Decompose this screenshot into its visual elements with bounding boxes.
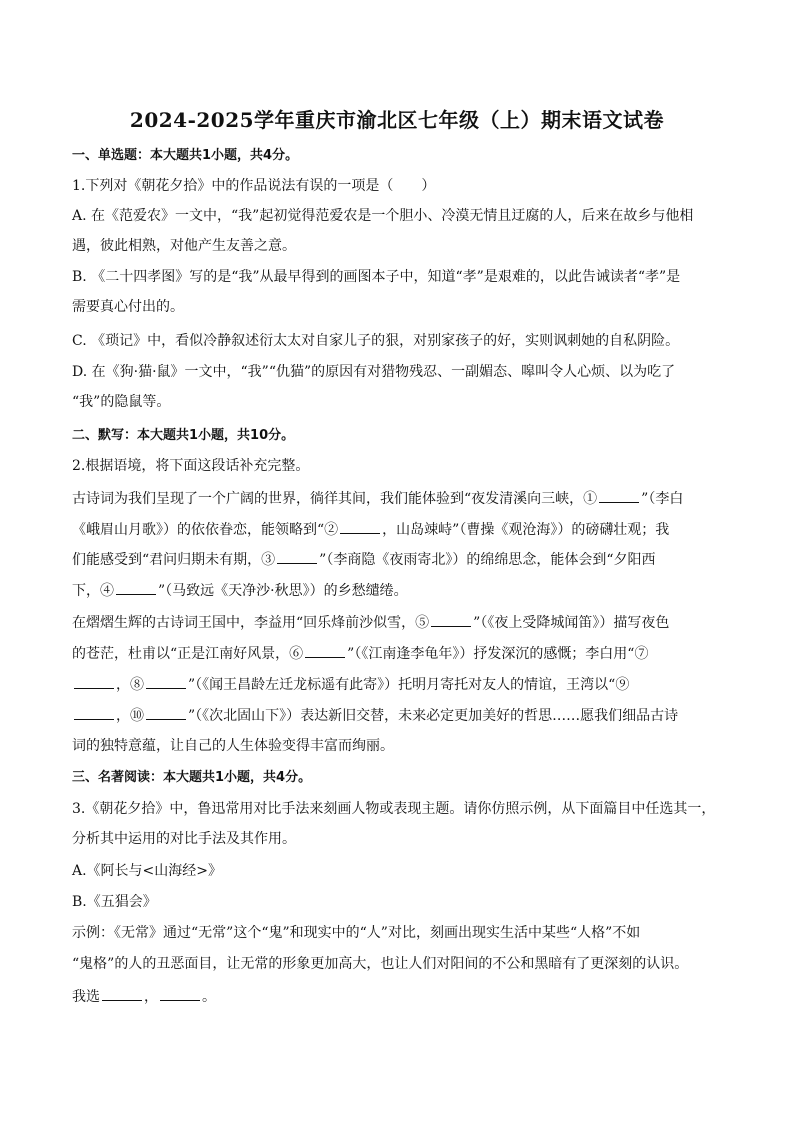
q1-option-a: A. 在《范爱农》一文中，“我”起初觉得范爱农是一个胆小、冷漠无情且迂腐的人，后来在故乡与他相 [72,208,694,224]
q2-para1-line2: 《峨眉山月歌》）的依依眷恋，能领略到“② ，山岛竦峙”（曹操《观沧海》）的磅礴壮观；我 [72,519,669,540]
q1-option-d-cont: “我”的隐鼠等。 [72,394,171,410]
answer-blank-7[interactable] [74,674,114,689]
q2-para1-line3: 们能感受到“君问归期未有期，③ ”（李商隐《夜雨寄北》）的绵绵思念，能体会到“夕阳西 [72,549,656,570]
q1-stem: 1.下列对《朝花夕拾》中的作品说法有误的一项是（ ） [72,178,436,194]
section-heading-1: 一、单选题：本大题共1小题，共4分。 [72,148,299,163]
answer-blank-3[interactable] [277,549,317,564]
q3-stem-cont: 分析其中运用的对比手法及其作用。 [72,831,296,847]
q3-answer-line: 我选 ， 。 [72,986,216,1007]
section-heading-2: 二、默写：本大题共1小题，共10分。 [72,428,295,443]
q2-para1-line4: 下，④ ”（马致远《天净沙·秋思》）的乡愁缱绻。 [72,580,408,601]
q3-option-a: A.《阿长与<山海经>》 [72,863,223,879]
q1-option-b-cont: 需要真心付出的。 [72,299,184,315]
q2-para2-line1: 在熠熠生辉的古诗词王国中，李益用“回乐烽前沙似雪，⑤ ”（《夜上受降城闻笛》）描写夜色 [72,612,669,633]
answer-blank-1[interactable] [599,488,639,503]
q2-para1-line1: 古诗词为我们呈现了一个广阔的世界，徜徉其间，我们能体验到“夜发清溪向三峡，① ”（李白 [72,488,683,509]
q3-option-b: B.《五猖会》 [72,894,157,910]
section-heading-3: 三、名著阅读：本大题共1小题，共4分。 [72,770,312,785]
answer-blank-6[interactable] [305,643,345,658]
q2-para2-line3: ，⑧ ”（《闻王昌龄左迁龙标遥有此寄》）托明月寄托对友人的情谊，王湾以“⑨ [72,674,629,695]
q3-stem: 3.《朝花夕拾》中，鲁迅常用对比手法来刻画人物或表现主题。请你仿照示例，从下面篇目中任选其一， [72,801,716,817]
answer-blank-9[interactable] [74,705,114,720]
q1-option-b: B. 《二十四孝图》写的是“我”从最早得到的画图本子中，知道“孝”是艰难的，以此告诫读者“孝”是 [72,269,681,285]
answer-blank-5[interactable] [431,612,471,627]
answer-blank-analysis[interactable] [160,986,200,1001]
answer-blank-10[interactable] [146,705,186,720]
q2-para2-line5: 词的独特意蕴，让自己的人生体验变得丰富而绚丽。 [72,738,394,754]
answer-blank-4[interactable] [116,580,156,595]
page-title: 2024-2025学年重庆市渝北区七年级（上）期末语文试卷 [129,108,665,132]
q1-option-a-cont: 遇，彼此相熟，对他产生友善之意。 [72,238,296,254]
q1-option-d: D. 在《狗·猫·鼠》一文中，“我”“仇猫”的原因有对猎物残忍、一副媚态、嗥叫令人心烦、以为吃了 [72,364,676,380]
answer-blank-8[interactable] [146,674,186,689]
q1-option-c: C. 《琐记》中，看似冷静叙述衍太太对自家儿子的狠，对别家孩子的好，实则讽刺她的自私阴险。 [72,333,680,349]
answer-blank-choice[interactable] [102,986,142,1001]
q2-stem: 2.根据语境，将下面这段话补充完整。 [72,458,310,474]
q2-para2-line2: 的苍茫，杜甫以“正是江南好风景，⑥ ”（《江南逢李龟年》）抒发深沉的感慨；李白用“⑦ [72,643,648,664]
q3-example-cont: “鬼格”的人的丑恶面目，让无常的形象更加高大，也让人们对阳间的不公和黑暗有了更深刻的认识。 [72,956,689,972]
q3-example: 示例：《无常》通过“无常”这个“鬼”和现实中的“人”对比，刻画出现实生活中某些“人格”不如 [72,925,641,941]
answer-blank-2[interactable] [340,519,380,534]
q2-para2-line4: ，⑩ ”（《次北固山下》）表达新旧交替，未来必定更加美好的哲思……愿我们细品古诗 [72,705,678,726]
